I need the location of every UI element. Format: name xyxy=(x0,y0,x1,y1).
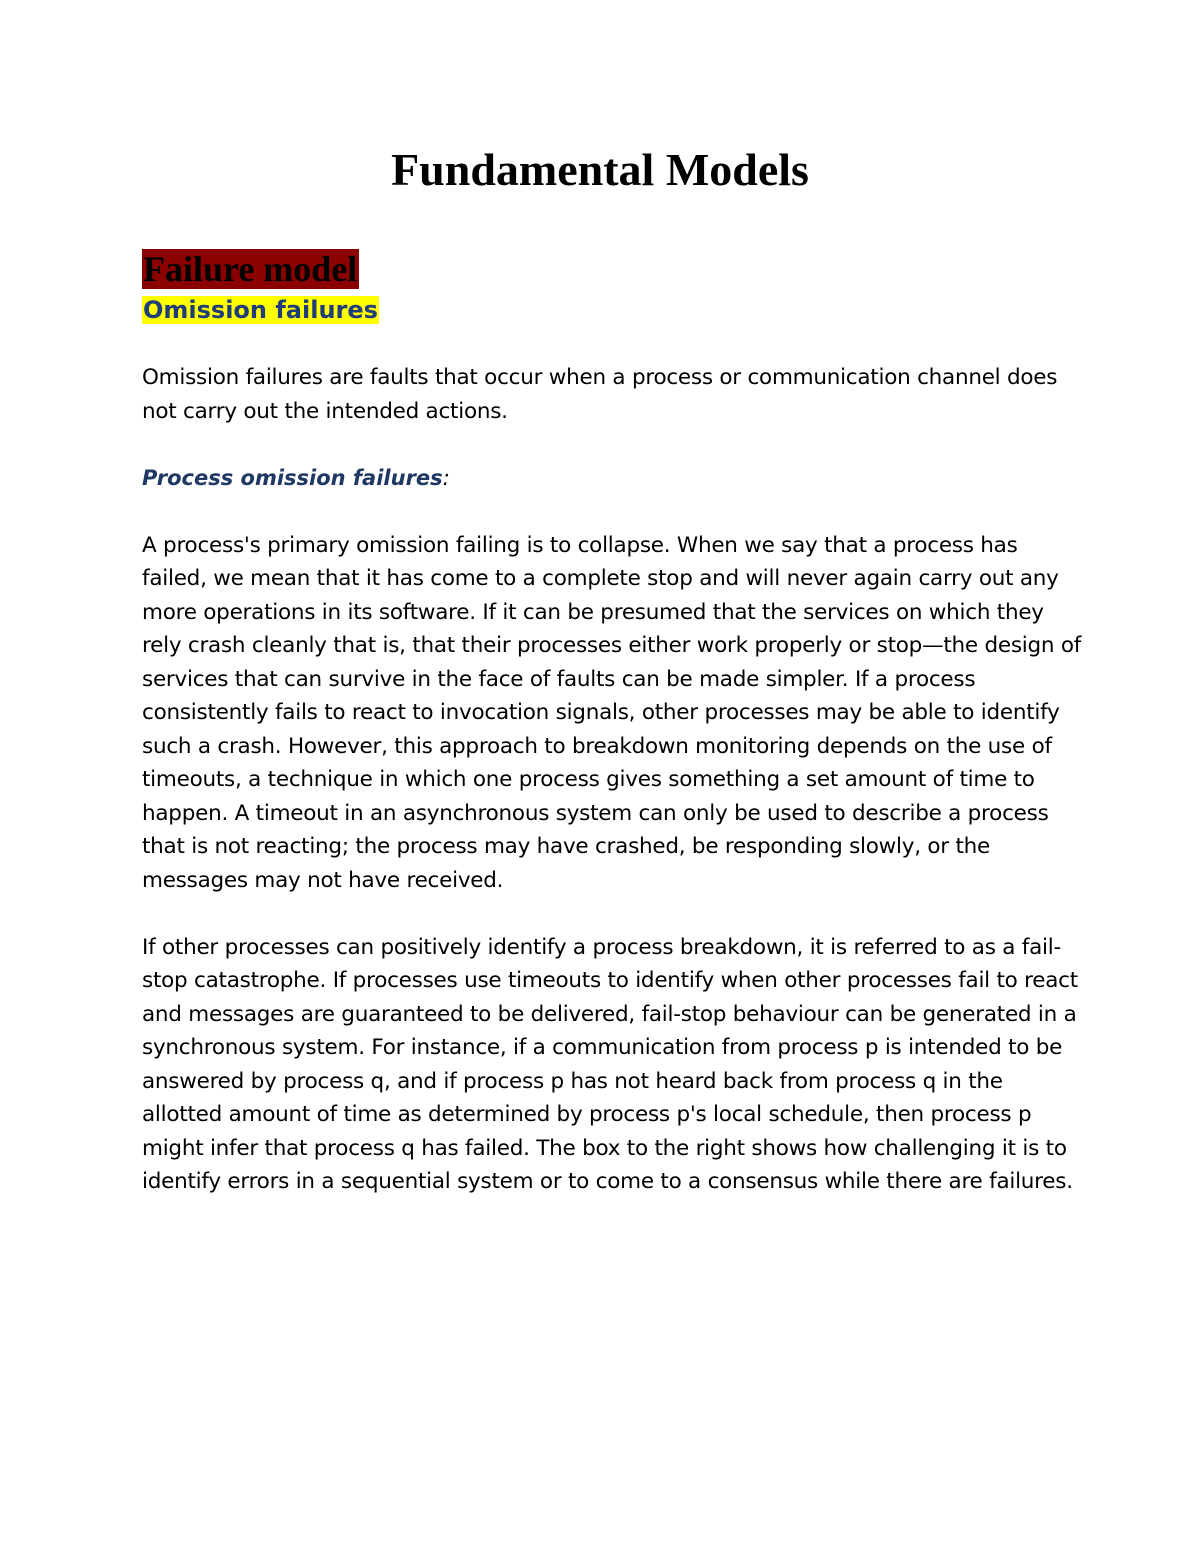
process-omission-heading xyxy=(142,462,1082,496)
subsection-heading-text: Omission failures xyxy=(143,296,378,324)
document-body xyxy=(142,246,1082,1199)
intro-paragraph: Omission failures are faults that occur when a process or communication channel does not carry out the intended actions. xyxy=(142,365,1058,424)
spacer xyxy=(142,897,1082,931)
paragraph-fail-stop: If other processes can positively identify a process breakdown, it is referred to as a fail-stop catastrophe. If processes use timeouts to identify when other processes fail to react and messages are guaranteed to be delivered, fail-stop behaviour can be generated in a synchronous system. For instance, if a communication from process p is intended to be answered by process q, and if process p has not heard back from process q in the allotted amount of time as determined by process p's local schedule, then process p might infer that process q has failed. The box to the right shows how challenging it is to identify errors in a sequential system or to come to a consensus while there are failures. xyxy=(142,934,1078,1194)
page-title: Fundamental Models xyxy=(391,144,809,195)
subsection-heading xyxy=(142,292,1082,328)
spacer xyxy=(142,495,1082,529)
spacer xyxy=(142,328,1082,361)
section-heading xyxy=(142,246,1082,292)
spacer xyxy=(142,428,1082,462)
process-omission-heading-colon: : xyxy=(442,465,450,490)
paragraph-process-crash: A process's primary omission failing is to collapse. When we say that a process has failed, we mean that it has come to a complete stop and will never again carry out any more operations in its software. If it can be presumed that the services on which they rely crash cleanly that is, that their processes either work properly or stop—the design of services that can survive in the face of faults can be made simpler. If a process consistently fails to react to invocation signals, other processes may be able to identify such a crash. However, this approach to breakdown monitoring depends on the use of timeouts, a technique in which one process gives something a set amount of time to happen. A timeout in an asynchronous system can only be used to describe a process that is not reacting; the process may have crashed, be responding slowly, or the messages may not have received. xyxy=(142,532,1082,893)
process-omission-heading-text: Process omission failures xyxy=(142,465,443,490)
section-heading-text: Failure model xyxy=(143,249,358,289)
